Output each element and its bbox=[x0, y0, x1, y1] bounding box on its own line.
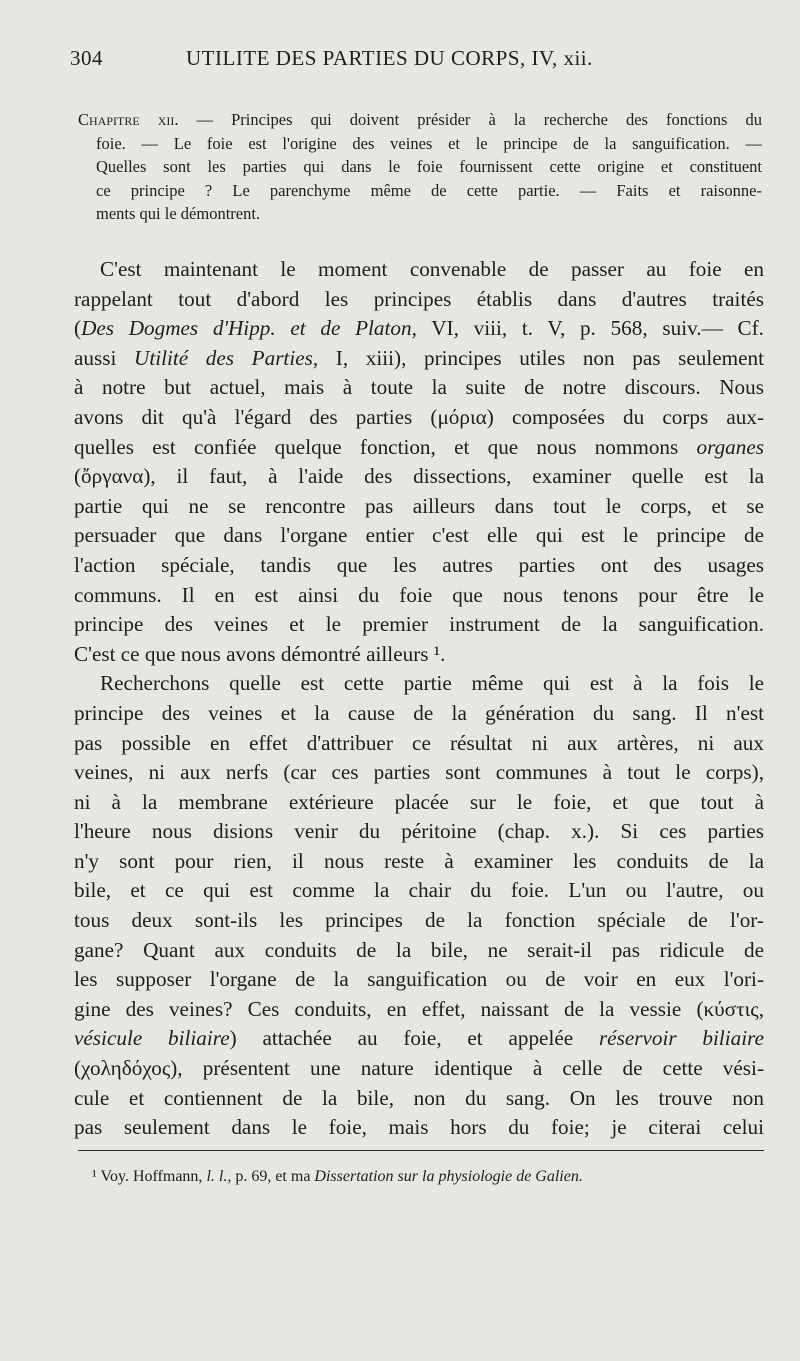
italic-term: organes bbox=[696, 434, 764, 459]
cited-title: Utilité des Parties bbox=[134, 345, 313, 370]
footnote-rule bbox=[78, 1150, 764, 1151]
text-line: C'est maintenant le moment convenable de passer au foie en bbox=[100, 257, 764, 281]
footnote: ¹ Voy. Hoffmann, l. l., p. 69, et ma Dissertation sur la physiologie de Galien. bbox=[92, 1168, 583, 1185]
text-line: à notre but actuel, mais à toute la suite de notre discours. Nous bbox=[74, 375, 764, 400]
text-line: (ὄργανα), il faut, à l'aide des dissections, examiner quelle est la bbox=[74, 464, 764, 489]
text-line: veines, ni aux nerfs (car ces parties sont communes à tout le corps), bbox=[74, 760, 764, 785]
text-line: tous deux sont-ils les principes de la fonction spéciale de l'or- bbox=[74, 908, 764, 933]
cited-title: Des Dogmes d'Hipp. et de Platon bbox=[81, 316, 412, 341]
text-line: communs. Il en est ainsi du foie que nous tenons pour être le bbox=[74, 582, 764, 607]
chapter-summary bbox=[78, 108, 762, 226]
footnote-italic: Dissertation sur la physiologie de Galien. bbox=[314, 1168, 583, 1185]
text-line: les supposer l'organe de la sanguification ou de voir en eux l'ori- bbox=[74, 967, 764, 992]
summary-line: ments qui le démontrent. bbox=[96, 204, 261, 224]
text-line: avons dit qu'à l'égard des parties (μόρια) composées du corps aux- bbox=[74, 404, 764, 429]
text-line: C'est ce que nous avons démontré ailleurs ¹. bbox=[74, 641, 446, 666]
summary-line: Chapitre xii. — Principes qui doivent présider à la recherche des fonctions du bbox=[78, 110, 762, 129]
text-line: pas seulement dans le foie, mais hors du foie; je citerai celui bbox=[74, 1115, 764, 1140]
running-title: UTILITE DES PARTIES DU CORPS, IV, xii. bbox=[186, 46, 593, 70]
italic-term: vésicule biliaire bbox=[74, 1026, 230, 1051]
text-line: bile, et ce qui est comme la chair du foie. L'un ou l'autre, ou bbox=[74, 878, 764, 903]
italic-term: réservoir biliaire bbox=[598, 1026, 764, 1051]
text-line: ni à la membrane extérieure placée sur le foie, et que tout à bbox=[74, 789, 764, 814]
text-line: principe des veines et la cause de la génération du sang. Il n'est bbox=[74, 700, 764, 725]
footnote-marker: ¹ bbox=[92, 1168, 97, 1185]
text-line: cule et contiennent de la bile, non du sang. On les trouve non bbox=[74, 1085, 764, 1110]
text-line: Recherchons quelle est cette partie même qui est à la fois le bbox=[100, 671, 764, 696]
text-line: (Des Dogmes d'Hipp. et de Platon, VI, viii, t. V, p. 568, suiv.— Cf. bbox=[74, 316, 764, 341]
text-line: aussi Utilité des Parties, I, xiii), principes utiles non pas seulement bbox=[74, 345, 765, 370]
summary-line: Quelles sont les parties qui dans le foie fournissent cette origine et constituent bbox=[96, 157, 762, 177]
text-line: (χοληδόχος), présentent une nature identique à celle de cette vési- bbox=[74, 1056, 764, 1081]
text-line: n'y sont pour rien, il nous reste à examiner les conduits de la bbox=[74, 848, 764, 873]
text-line: rappelant tout d'abord les principes établis dans d'autres traités bbox=[74, 286, 764, 311]
body-text bbox=[74, 255, 764, 1143]
text-line: gine des veines? Ces conduits, en effet, naissant de la vessie (κύστις, bbox=[74, 996, 764, 1021]
text-line: quelles est confiée quelque fonction, et que nous nommons organes bbox=[74, 434, 764, 459]
chapter-label: Chapitre xii. bbox=[78, 110, 179, 129]
running-header bbox=[70, 46, 760, 74]
text-line: l'heure nous disions venir du péritoine (chap. x.). Si ces parties bbox=[74, 819, 764, 844]
text-line: partie qui ne se rencontre pas ailleurs dans tout le corps, et se bbox=[74, 493, 764, 518]
text-line: gane? Quant aux conduits de la bile, ne serait-il pas ridicule de bbox=[74, 937, 764, 962]
summary-line: foie. — Le foie est l'origine des veines et le principe de la sanguification. — bbox=[96, 133, 762, 153]
text-line: l'action spéciale, tandis que les autres parties ont des usages bbox=[74, 552, 764, 577]
text-line: persuader que dans l'organe entier c'est elle qui est le principe de bbox=[74, 523, 764, 548]
text-line: pas possible en effet d'attribuer ce résultat ni aux artères, ni aux bbox=[74, 730, 764, 755]
summary-line: ce principe ? Le parenchyme même de cette partie. — Faits et raisonne- bbox=[96, 180, 762, 200]
text-line: principe des veines et le premier instrument de la sanguification. bbox=[74, 612, 764, 637]
text-line: vésicule biliaire) attachée au foie, et appelée réservoir biliaire bbox=[74, 1026, 764, 1051]
footnote-italic: l. l. bbox=[206, 1168, 228, 1185]
page-number: 304 bbox=[70, 46, 103, 70]
